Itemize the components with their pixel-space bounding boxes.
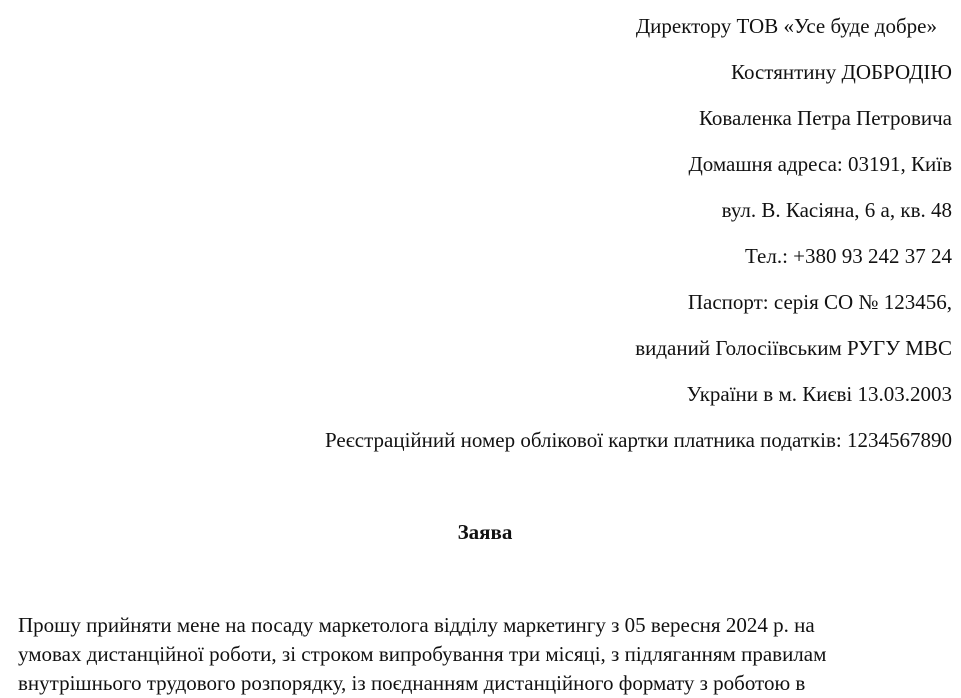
applicant-passport: Паспорт: серія СО № 123456, bbox=[687, 290, 952, 314]
tax-id: Реєстраційний номер облікової картки платника податків: 1234567890 bbox=[325, 428, 952, 452]
addressee-director-name: Костянтину ДОБРОДІЮ bbox=[730, 60, 952, 84]
addressee-block bbox=[192, 14, 952, 474]
applicant-address-street: вул. В. Касіяна, 6 а, кв. 48 bbox=[721, 198, 952, 222]
applicant-phone: Тел.: +380 93 242 37 24 bbox=[744, 244, 952, 268]
body-line: Прошу прийняти мене на посаду маркетолога відділу маркетингу з 05 вересня 2024 р. на bbox=[18, 613, 815, 637]
body-line: внутрішнього трудового розпорядку, із поєднанням дистанційного формату з роботою в bbox=[18, 671, 806, 695]
body-line: умовах дистанційної роботи, зі строком випробування три місяці, з підляганням правилам bbox=[18, 642, 827, 666]
applicant-address-city: Домашня адреса: 03191, Київ bbox=[688, 152, 952, 176]
passport-issue-date: України в м. Києві 13.03.2003 bbox=[686, 382, 952, 406]
addressee-director: Директору ТОВ «Усе буде добре» bbox=[635, 14, 937, 38]
passport-issuer: виданий Голосіївським РУГУ МВС bbox=[635, 336, 952, 360]
applicant-name: Коваленка Петра Петровича bbox=[698, 106, 952, 130]
document-title: Заява bbox=[457, 520, 513, 544]
application-body bbox=[18, 611, 958, 698]
